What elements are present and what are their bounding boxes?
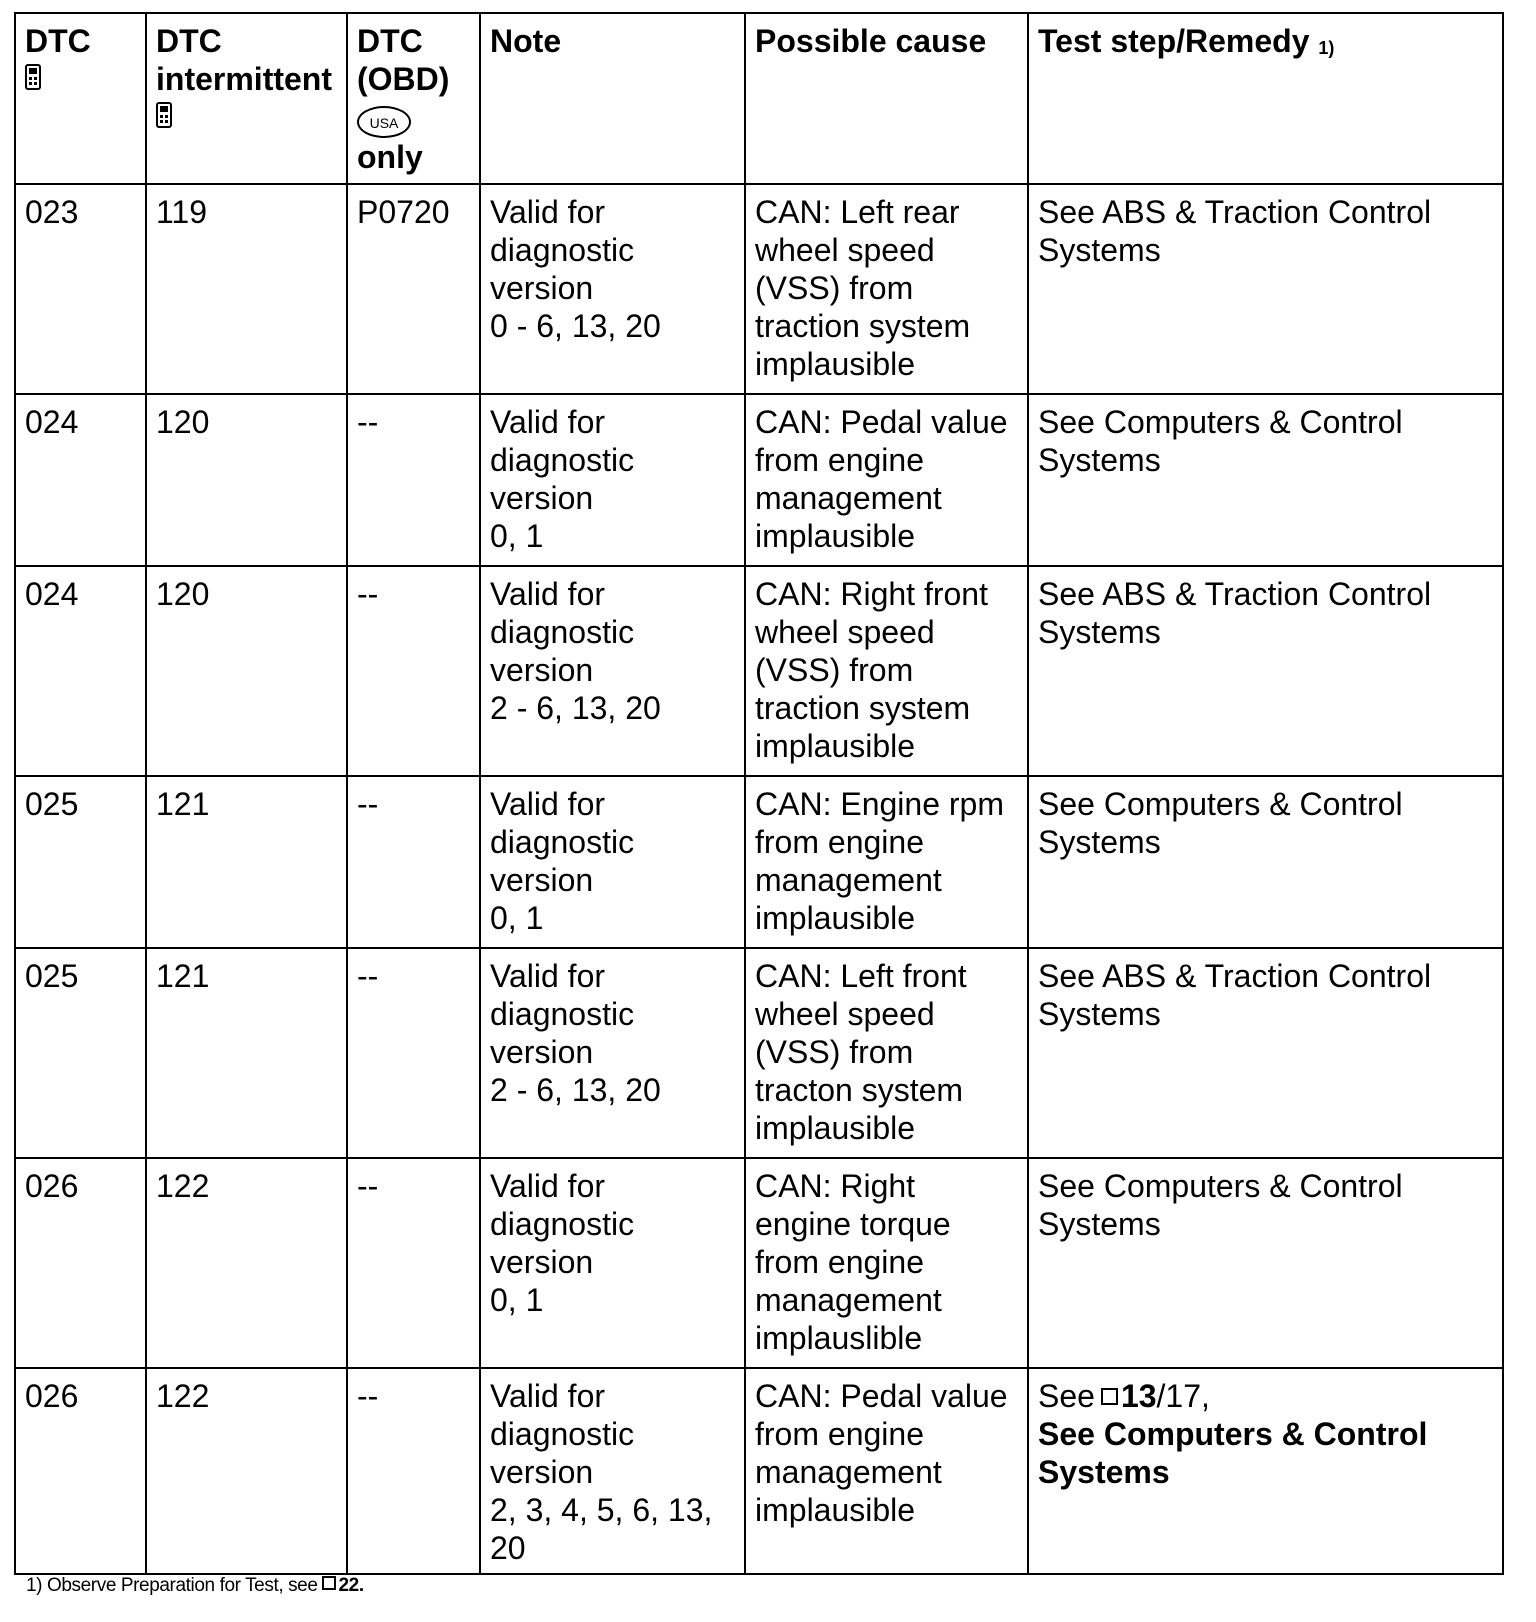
remedy-cell: See Computers & Control Systems [1028,776,1503,948]
header-possible-cause-label: Possible cause [755,23,987,59]
dtc-intermittent-cell: 122 [146,1368,347,1574]
usa-icon: USA [357,106,411,138]
cause-cell: CAN: Left front wheel speed (VSS) from tracton system implausible [745,948,1028,1158]
footnote-ref-link[interactable]: 22. [338,1575,364,1596]
book-reference-icon [1101,1388,1118,1405]
remedy-ref-rest: /17, [1156,1378,1210,1414]
remedy-cell: See ABS & Traction Control Systems [1028,566,1503,776]
dtc-intermittent-cell: 121 [146,948,347,1158]
footnote-text: 1) Observe Preparation for Test, see [26,1575,318,1596]
header-note [480,13,745,184]
table-row [15,566,1503,776]
note-cell [480,184,745,394]
dtc-obd-cell: -- [347,394,480,566]
cause-cell: CAN: Pedal value from engine management implausible [745,394,1028,566]
cause-cell: CAN: Engine rpm from engine management implausible [745,776,1028,948]
note-cell [480,566,745,776]
note-versions: 2 - 6, 13, 20 [490,1072,661,1108]
remedy-cell: See ABS & Traction Control Systems [1028,184,1503,394]
cause-cell: CAN: Pedal value from engine management implausible [745,1368,1028,1574]
header-dtc-obd-line3: only [357,139,423,175]
dtc-cell: 026 [15,1368,146,1574]
dtc-obd-cell: -- [347,948,480,1158]
dtc-intermittent-cell: 120 [146,394,347,566]
note-label: Valid for diagnostic version [490,576,635,688]
header-dtc-intermittent-label: DTC intermittent [156,23,332,97]
note-cell [480,1368,745,1574]
dtc-table [14,12,1504,1575]
table-row [15,184,1503,394]
remedy-cell: See ABS & Traction Control Systems [1028,948,1503,1158]
remedy-ref-bold[interactable]: 13 [1120,1378,1157,1414]
note-label: Valid for diagnostic version [490,1168,635,1280]
remedy-cell [1028,1368,1503,1574]
note-versions: 0 - 6, 13, 20 [490,308,661,344]
header-remedy-label: Test step/Remedy [1038,23,1310,59]
remedy-text: See Computers & Control Systems [1038,1416,1428,1490]
scan-tool-icon [25,64,41,90]
dtc-obd-cell: -- [347,1368,480,1574]
dtc-obd-cell: -- [347,1158,480,1368]
table-row [15,948,1503,1158]
dtc-intermittent-cell: 122 [146,1158,347,1368]
dtc-obd-cell: -- [347,776,480,948]
header-remedy [1028,13,1503,184]
table-row [15,776,1503,948]
note-versions: 2 - 6, 13, 20 [490,690,661,726]
table-header-row [15,13,1503,184]
footnote-ref: 1) [1318,38,1335,58]
note-cell [480,948,745,1158]
header-possible-cause [745,13,1028,184]
dtc-obd-cell: -- [347,566,480,776]
cause-cell: CAN: Right front wheel speed (VSS) from traction system implausible [745,566,1028,776]
book-reference-icon [322,1576,336,1590]
note-versions: 0, 1 [490,518,544,554]
table-row [15,1368,1503,1574]
dtc-cell: 026 [15,1158,146,1368]
note-cell [480,1158,745,1368]
dtc-intermittent-cell: 120 [146,566,347,776]
header-dtc-obd-line2: (OBD) [357,61,450,97]
remedy-cell: See Computers & Control Systems [1028,394,1503,566]
dtc-intermittent-cell: 121 [146,776,347,948]
note-cell [480,776,745,948]
dtc-cell: 025 [15,948,146,1158]
note-label: Valid for diagnostic version [490,404,635,516]
note-label: Valid for diagnostic version [490,958,635,1070]
dtc-intermittent-cell: 119 [146,184,347,394]
remedy-cell: See Computers & Control Systems [1028,1158,1503,1368]
note-label: Valid for diagnostic version [490,1378,635,1490]
note-versions: 0, 1 [490,1282,544,1318]
note-versions: 0, 1 [490,900,544,936]
header-note-label: Note [490,23,562,59]
remedy-prefix: See [1038,1378,1095,1414]
dtc-cell: 023 [15,184,146,394]
dtc-cell: 024 [15,394,146,566]
note-versions: 2, 3, 4, 5, 6, 13, 20 [490,1492,713,1566]
header-dtc-obd-line1: DTC [357,23,423,59]
dtc-cell: 024 [15,566,146,776]
note-label: Valid for diagnostic version [490,194,635,306]
table-row [15,1158,1503,1368]
note-label: Valid for diagnostic version [490,786,635,898]
cause-cell: CAN: Right engine torque from engine management implauslible [745,1158,1028,1368]
dtc-cell: 025 [15,776,146,948]
header-dtc-obd [347,13,480,184]
note-cell [480,394,745,566]
header-dtc-intermittent [146,13,347,184]
footnote [26,1575,364,1597]
scan-tool-icon [156,102,172,128]
table-row [15,394,1503,566]
dtc-obd-cell: P0720 [347,184,480,394]
cause-cell: CAN: Left rear wheel speed (VSS) from traction system implausible [745,184,1028,394]
header-dtc-label: DTC [25,23,91,59]
header-dtc [15,13,146,184]
